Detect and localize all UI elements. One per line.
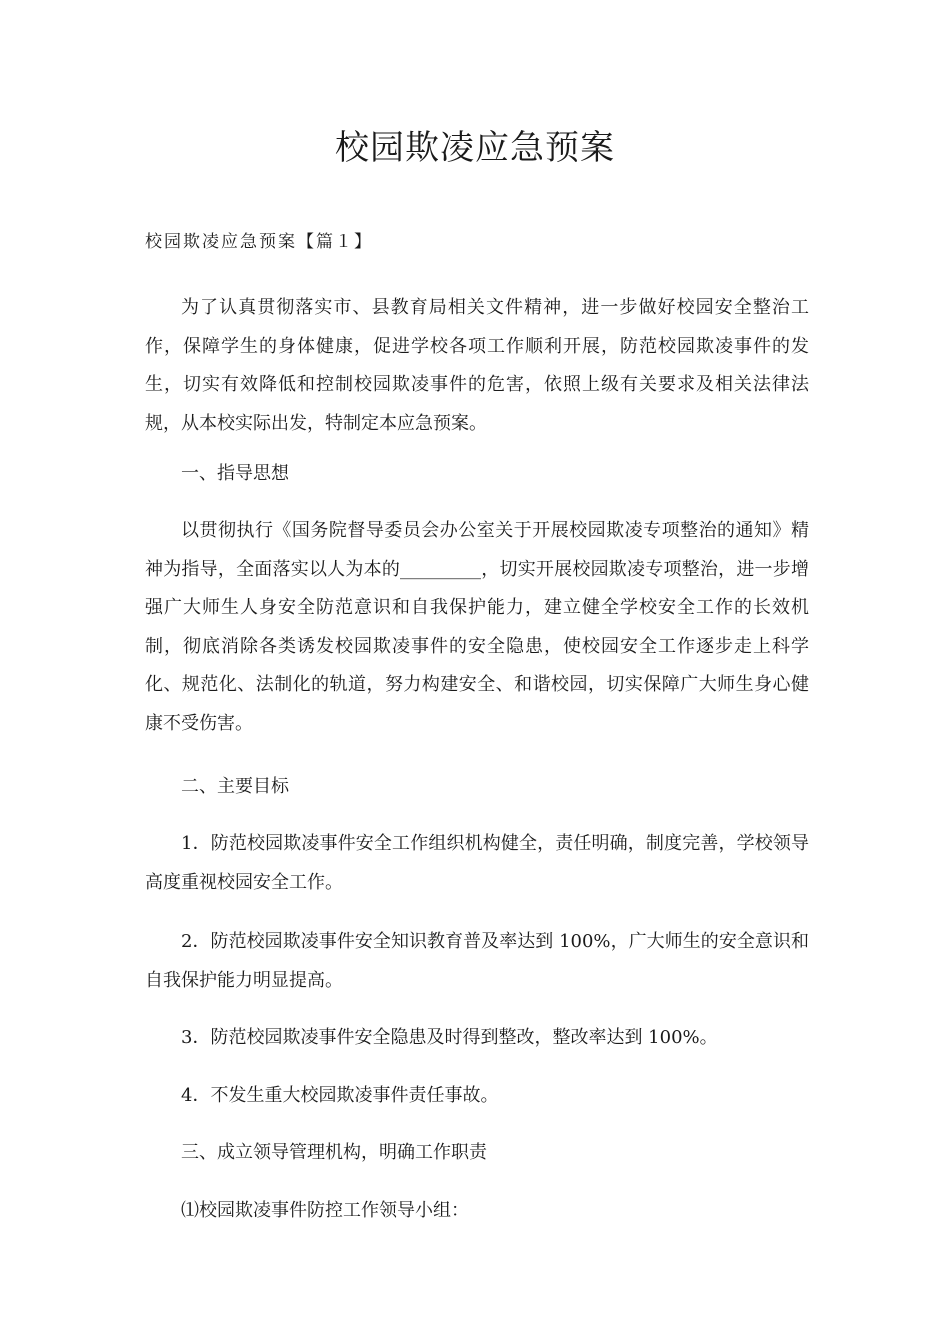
goal-item-2: 2．防范校园欺凌事件安全知识教育普及率达到 100%，广大师生的安全意识和自我保护能力明显提高。	[145, 931, 809, 991]
goal-item-3: 3．防范校园欺凌事件安全隐患及时得到整改，整改率达到 100%。	[181, 1027, 718, 1048]
leadership-item-1: ⑴校园欺凌事件防控工作领导小组：	[181, 1200, 469, 1221]
section-heading-guiding-ideology: 一、指导思想	[181, 463, 289, 484]
document-subtitle: 校园欺凌应急预案【篇１】	[145, 232, 373, 252]
section-heading-leadership: 三、成立领导管理机构，明确工作职责	[181, 1142, 487, 1163]
goal-item-1: 1．防范校园欺凌事件安全工作组织机构健全，责任明确，制度完善，学校领导高度重视校园安全工作。	[145, 833, 809, 893]
guiding-ideology-paragraph: 以贯彻执行《国务院督导委员会办公室关于开展校园欺凌专项整治的通知》精神为指导，全面落实以人为本的_________，切实开展校园欺凌专项整治，进一步增强广大师生人身安全防范意识和自我保护能力，建立健全学校安全工作的长效机制，彻底消除各类诱发校园欺凌事件的安全隐患，使校园安全工作逐步走上科学化、规范化、法制化的轨道，努力构建安全、和谐校园，切实保障广大师生身心健康不受伤害。	[145, 520, 809, 734]
document-title: 校园欺凌应急预案	[335, 128, 615, 168]
goal-item-4: 4．不发生重大校园欺凌事件责任事故。	[181, 1085, 499, 1106]
intro-paragraph: 为了认真贯彻落实市、县教育局相关文件精神，进一步做好校园安全整治工作，保障学生的身体健康，促进学校各项工作顺利开展，防范校园欺凌事件的发生，切实有效降低和控制校园欺凌事件的危害，依照上级有关要求及相关法律法规，从本校实际出发，特制定本应急预案。	[145, 297, 809, 434]
section-heading-main-goals: 二、主要目标	[181, 776, 289, 797]
